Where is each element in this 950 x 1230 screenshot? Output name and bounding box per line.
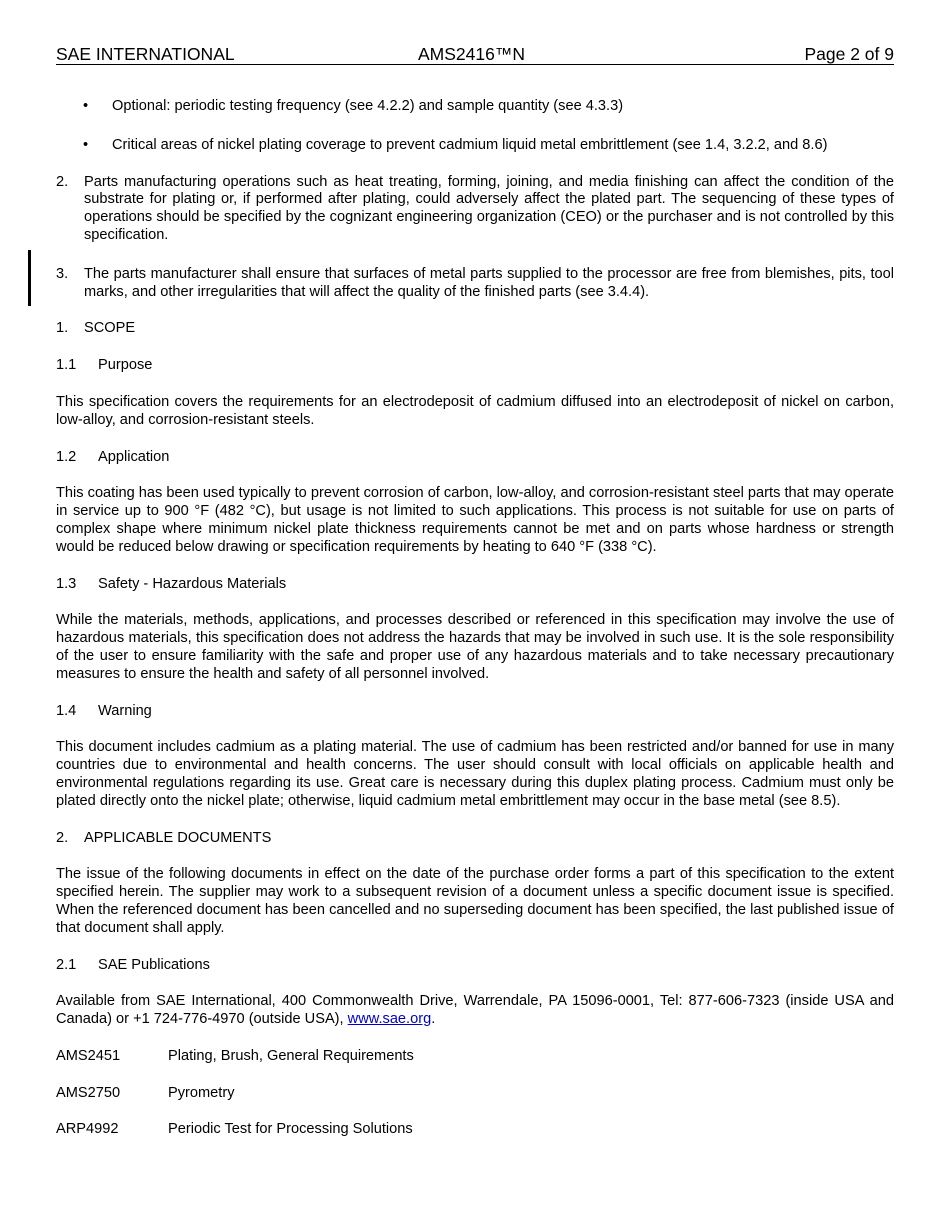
- note-item: [56, 174, 894, 245]
- change-bar: [28, 250, 31, 306]
- section-title: Purpose: [98, 357, 153, 374]
- document-row: [56, 1048, 894, 1066]
- header-org: SAE INTERNATIONAL: [56, 44, 235, 64]
- warning-paragraph: This document includes cadmium as a plating material. The use of cadmium has been restricted and/or banned for use in many countries due to environmental and health concerns. The user should consult with local officials on applicable health and environmental regulations regarding its use. Great care is necessary during this duplex plating process. Cadmium must only be plated directly onto the nickel plate; otherwise, liquid cadmium metal embrittlement may occur in the base metal (see 8.5).: [56, 739, 894, 809]
- section-heading-safety: [56, 576, 894, 594]
- note-number: 2.: [56, 173, 69, 190]
- section-heading-application: [56, 449, 894, 467]
- bullet-text: Optional: periodic testing frequency (see 4.2.2) and sample quantity (see 4.3.3): [112, 98, 624, 114]
- header-doc-id: AMS2416™N: [418, 44, 525, 64]
- section-heading-scope: [56, 320, 894, 338]
- page-header: [56, 44, 894, 65]
- note-item: [56, 266, 894, 302]
- bullet-icon: •: [83, 136, 89, 153]
- application-paragraph: This coating has been used typically to prevent corrosion of carbon, low-alloy, and corrosion-resistant steel parts that may operate in service up to 900 °F (482 °C), but usage is not limited to such applications. This process is not suitable for use on parts of complex shape where minimum nickel plate thickness requirements cannot be met and on parts whose hardness or strength would be reduced below drawing or specification requirements by heating to 640 °F (338 °C).: [56, 485, 894, 555]
- document-page: [56, 44, 894, 1158]
- section-title: Safety - Hazardous Materials: [98, 575, 287, 592]
- section-number: 2.1: [56, 956, 77, 973]
- note-number: 3.: [56, 265, 69, 282]
- section-heading-purpose: [56, 357, 894, 375]
- document-code: AMS2750: [56, 1084, 121, 1101]
- note-text: Parts manufacturing operations such as heat treating, forming, joining, and media finishing can affect the condition of the substrate for plating or, if performed after plating, could adversely affect the plated part. The sequencing of these types of operations should be specified by the cognizant engineering organization (CEO) or the purchaser and is not controlled by this specification.: [84, 173, 894, 243]
- section-title: Warning: [98, 702, 152, 719]
- sae-publications-paragraph: [56, 993, 894, 1029]
- bullet-text: Critical areas of nickel plating coverage to prevent cadmium liquid metal embrittlement (see 1.4, 3.2.2, and 8.6): [112, 136, 828, 153]
- document-code: ARP4992: [56, 1121, 119, 1138]
- section-heading-applicable-documents: [56, 830, 894, 848]
- sae-address-text: Available from SAE International, 400 Commonwealth Drive, Warrendale, PA 15096-0001, Tel: 877-606-7323 (inside USA and Canada) or +1 724-776-4970 (outside USA),: [56, 993, 894, 1028]
- section-title: Application: [98, 448, 170, 465]
- applicable-documents-paragraph: The issue of the following documents in effect on the date of the purchase order forms a part of this specification to the extent specified herein. The supplier may work to a subsequent revision of a document unless a specific document issue is specified. When the referenced document has been cancelled and no superseding document has been specified, the last published issue of that document shall apply.: [56, 866, 894, 936]
- document-title: Periodic Test for Processing Solutions: [168, 1121, 413, 1138]
- section-heading-warning: [56, 703, 894, 721]
- document-code: AMS2451: [56, 1047, 121, 1064]
- section-number: 1.1: [56, 357, 77, 374]
- document-row: [56, 1121, 894, 1139]
- note-text: The parts manufacturer shall ensure that surfaces of metal parts supplied to the processor are free from blemishes, pits, tool marks, and other irregularities that will affect the quality of the finished parts (see 3.4.4).: [84, 265, 894, 300]
- section-number: 1.4: [56, 702, 77, 719]
- page-content: [56, 98, 894, 1139]
- header-page-number: Page 2 of 9: [804, 44, 894, 64]
- document-title: Plating, Brush, General Requirements: [168, 1047, 414, 1064]
- sae-address-end: .: [431, 1011, 436, 1028]
- section-heading-sae-publications: [56, 957, 894, 975]
- section-title: APPLICABLE DOCUMENTS: [84, 829, 272, 846]
- purpose-paragraph: This specification covers the requirements for an electrodeposit of cadmium diffused into an electrodeposit of nickel on carbon, low-alloy, and corrosion-resistant steels.: [56, 393, 894, 428]
- section-title: SCOPE: [84, 320, 136, 337]
- section-number: 1.2: [56, 448, 77, 465]
- section-title: SAE Publications: [98, 956, 210, 973]
- section-number: 1.: [56, 320, 69, 337]
- section-number: 2.: [56, 829, 69, 846]
- bullet-icon: •: [83, 98, 89, 114]
- list-item: [56, 98, 894, 116]
- section-number: 1.3: [56, 575, 77, 592]
- document-title: Pyrometry: [168, 1084, 235, 1101]
- list-item: [56, 137, 894, 155]
- safety-paragraph: While the materials, methods, applications, and processes described or referenced in this specification may involve the use of hazardous materials, this specification does not address the hazards that may be involved in such use. It is the sole responsibility of the user to ensure familiarity with the safe and proper use of any hazardous materials and to take necessary precautionary measures to ensure the health and safety of all personnel involved.: [56, 612, 894, 682]
- sae-website-link[interactable]: www.sae.org: [347, 1011, 432, 1028]
- document-row: [56, 1085, 894, 1103]
